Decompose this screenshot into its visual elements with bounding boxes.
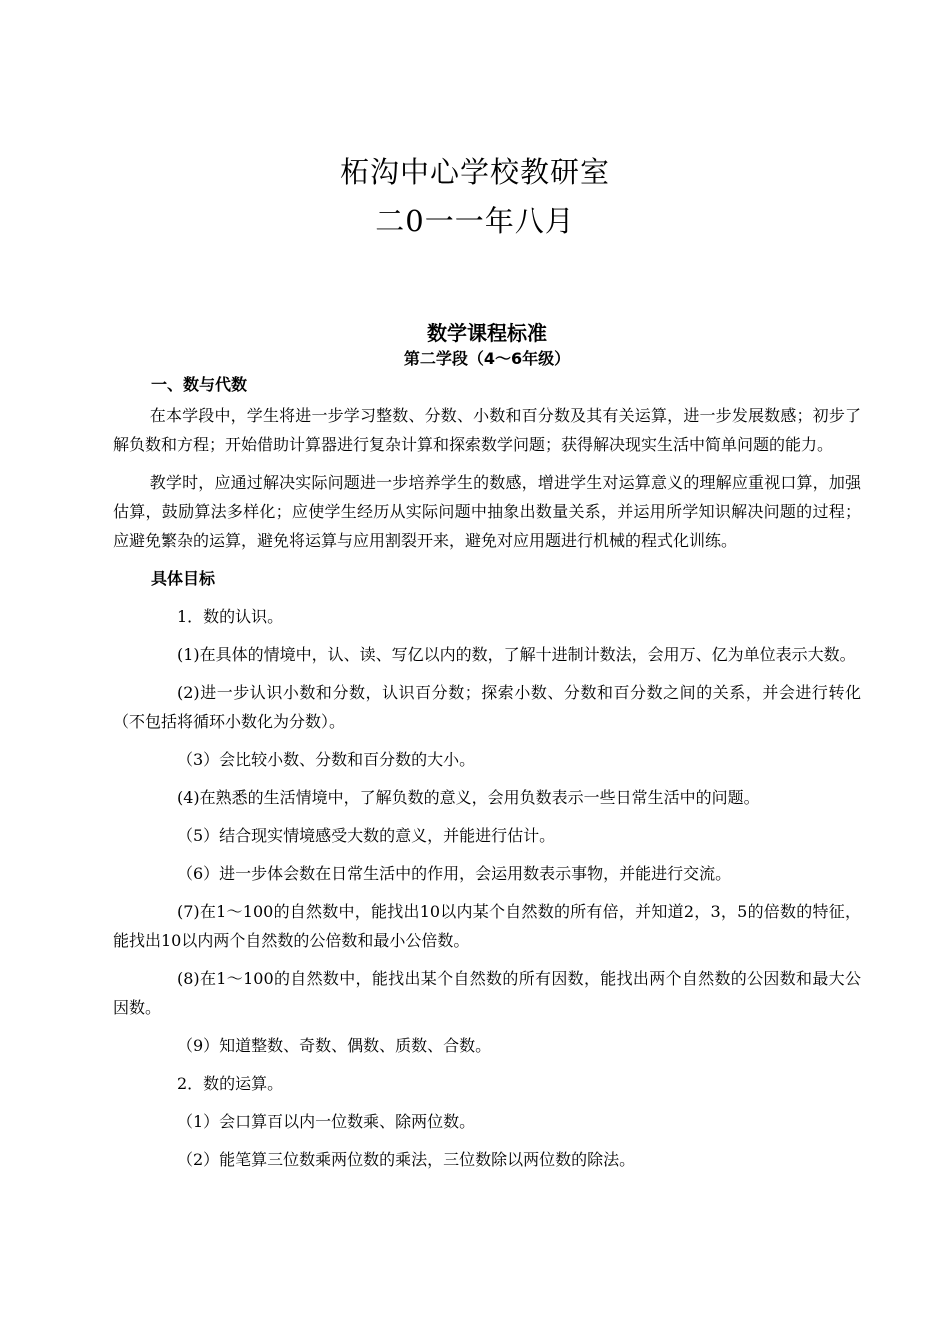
document-body	[113, 318, 861, 1183]
document-subtitle: 第二学段（4～6年级）	[403, 349, 571, 368]
goal-item: (2)进一步认识小数和分数，认识百分数；探索小数、分数和百分数之间的关系，并会进行转化（不包括将循环小数化为分数）。	[113, 683, 861, 731]
intro-paragraph: 在本学段中，学生将进一步学习整数、分数、小数和百分数及其有关运算，进一步发展数感；初步了解负数和方程；开始借助计算器进行复杂计算和探索数学问题；获得解决现实生活中简单问题的能力。	[113, 406, 861, 454]
intro-paragraph: 教学时，应通过解决实际问题进一步培养学生的数感，增进学生对运算意义的理解应重视口算，加强估算，鼓励算法多样化；应使学生经历从实际问题中抽象出数量关系，并运用所学知识解决问题的过程；应避免繁杂的运算，避免将运算与应用割裂开来，避免对应用题进行机械的程式化训练。	[113, 473, 861, 550]
goal-item: (7)在1～100的自然数中，能找出10以内某个自然数的所有倍，并知道2，3，5的倍数的特征，能找出10以内两个自然数的公倍数和最小公倍数。	[113, 902, 861, 950]
goals-heading: 具体目标	[151, 569, 216, 588]
goal-group-title: 2．数的运算。	[177, 1074, 284, 1093]
goal-item: （2）能笔算三位数乘两位数的乘法，三位数除以两位数的除法。	[177, 1150, 636, 1169]
goal-group-title: 1．数的认识。	[177, 607, 284, 626]
goal-item: （1）会口算百以内一位数乘、除两位数。	[177, 1112, 476, 1131]
document-date: 二0一一年八月	[375, 204, 575, 238]
organization-name: 柘沟中心学校教研室	[339, 155, 610, 189]
goal-item: （9）知道整数、奇数、偶数、质数、合数。	[177, 1036, 492, 1055]
document-title: 数学课程标准	[427, 321, 547, 345]
goal-item: (8)在1～100的自然数中，能找出某个自然数的所有因数，能找出两个自然数的公因数和最大公因数。	[113, 969, 861, 1017]
section-heading: 一、数与代数	[151, 375, 248, 394]
goal-item: (4)在熟悉的生活情境中，了解负数的意义，会用负数表示一些日常生活中的问题。	[177, 788, 760, 807]
goal-item: （6）进一步体会数在日常生活中的作用，会运用数表示事物，并能进行交流。	[177, 864, 732, 883]
goal-item: （3）会比较小数、分数和百分数的大小。	[177, 750, 476, 769]
goal-item: （5）结合现实情境感受大数的意义，并能进行估计。	[177, 826, 556, 845]
goal-item: (1)在具体的情境中，认、读、写亿以内的数，了解十进制计数法，会用万、亿为单位表示大数。	[177, 645, 856, 664]
